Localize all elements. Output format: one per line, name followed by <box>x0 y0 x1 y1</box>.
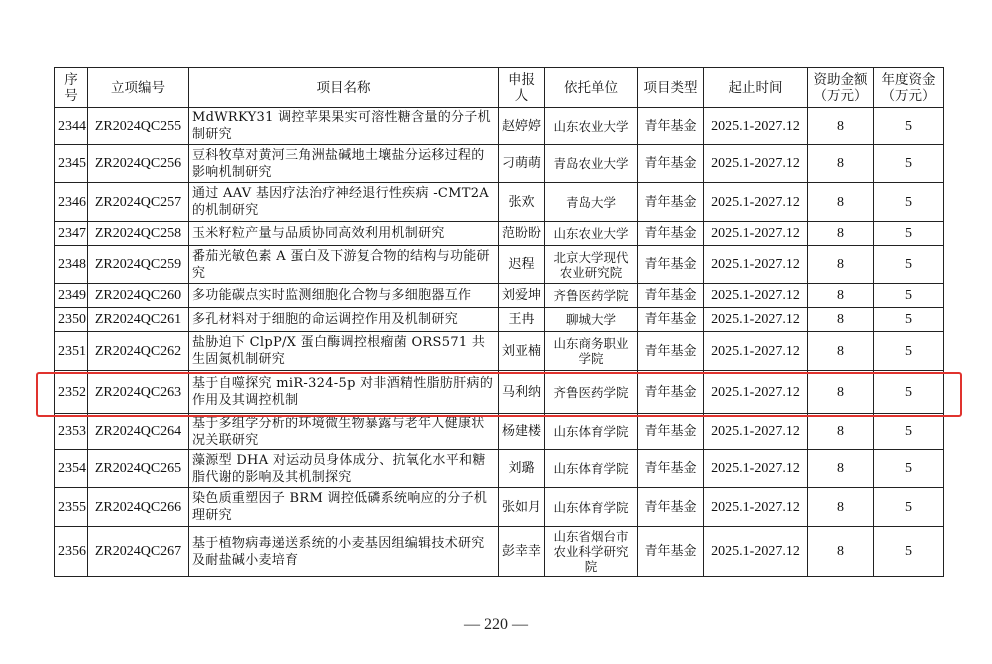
cell-annual: 5 <box>874 371 944 414</box>
cell-unit: 山东省烟台市农业科学研究院 <box>545 527 638 577</box>
header-type: 项目类型 <box>638 68 704 108</box>
cell-annual: 5 <box>874 414 944 450</box>
cell-applicant: 刘亚楠 <box>499 332 545 371</box>
cell-unit: 齐鲁医药学院 <box>545 284 638 308</box>
cell-seq: 2350 <box>55 308 88 332</box>
cell-code: ZR2024QC265 <box>88 450 189 488</box>
cell-seq: 2347 <box>55 222 88 246</box>
cell-unit: 山东农业大学 <box>545 108 638 145</box>
cell-name: 基于自噬探究 miR-324-5p 对非酒精性脂肪肝病的作用及其调控机制 <box>189 371 499 414</box>
cell-period: 2025.1-2027.12 <box>704 246 808 284</box>
cell-annual: 5 <box>874 284 944 308</box>
cell-type: 青年基金 <box>638 183 704 222</box>
cell-annual: 5 <box>874 183 944 222</box>
cell-code: ZR2024QC263 <box>88 371 189 414</box>
cell-seq: 2352 <box>55 371 88 414</box>
cell-applicant: 彭幸幸 <box>499 527 545 577</box>
cell-amount: 8 <box>808 222 874 246</box>
cell-type: 青年基金 <box>638 108 704 145</box>
cell-annual: 5 <box>874 308 944 332</box>
cell-period: 2025.1-2027.12 <box>704 332 808 371</box>
header-amount: 资助金额（万元） <box>808 68 874 108</box>
cell-unit: 山东体育学院 <box>545 450 638 488</box>
cell-seq: 2348 <box>55 246 88 284</box>
cell-type: 青年基金 <box>638 527 704 577</box>
cell-annual: 5 <box>874 222 944 246</box>
table-row <box>55 488 944 527</box>
cell-name: MdWRKY31 调控苹果果实可溶性糖含量的分子机制研究 <box>189 108 499 145</box>
cell-amount: 8 <box>808 371 874 414</box>
cell-amount: 8 <box>808 450 874 488</box>
header-code: 立项编号 <box>88 68 189 108</box>
cell-seq: 2354 <box>55 450 88 488</box>
cell-amount: 8 <box>808 183 874 222</box>
cell-unit: 青岛大学 <box>545 183 638 222</box>
cell-period: 2025.1-2027.12 <box>704 371 808 414</box>
cell-seq: 2344 <box>55 108 88 145</box>
cell-code: ZR2024QC259 <box>88 246 189 284</box>
cell-amount: 8 <box>808 308 874 332</box>
table-row <box>55 222 944 246</box>
cell-name: 番茄光敏色素 A 蛋白及下游复合物的结构与功能研究 <box>189 246 499 284</box>
cell-annual: 5 <box>874 145 944 183</box>
cell-applicant: 刘爱坤 <box>499 284 545 308</box>
cell-applicant: 张欢 <box>499 183 545 222</box>
cell-code: ZR2024QC257 <box>88 183 189 222</box>
page-number: — 220 — <box>464 616 528 633</box>
cell-amount: 8 <box>808 108 874 145</box>
cell-type: 青年基金 <box>638 332 704 371</box>
cell-applicant: 杨建楼 <box>499 414 545 450</box>
cell-applicant: 刘璐 <box>499 450 545 488</box>
cell-code: ZR2024QC258 <box>88 222 189 246</box>
cell-unit: 山东农业大学 <box>545 222 638 246</box>
table-row <box>55 371 944 414</box>
table-row <box>55 308 944 332</box>
table-row <box>55 527 944 577</box>
cell-type: 青年基金 <box>638 371 704 414</box>
cell-applicant: 王冉 <box>499 308 545 332</box>
cell-applicant: 范盼盼 <box>499 222 545 246</box>
cell-seq: 2346 <box>55 183 88 222</box>
table-row <box>55 332 944 371</box>
cell-amount: 8 <box>808 527 874 577</box>
table-header-row <box>55 68 944 108</box>
cell-name: 盐胁迫下 ClpP/X 蛋白酶调控根瘤菌 ORS571 共生固氮机制研究 <box>189 332 499 371</box>
cell-amount: 8 <box>808 332 874 371</box>
cell-seq: 2345 <box>55 145 88 183</box>
cell-seq: 2355 <box>55 488 88 527</box>
cell-amount: 8 <box>808 488 874 527</box>
cell-type: 青年基金 <box>638 450 704 488</box>
table-row <box>55 183 944 222</box>
cell-code: ZR2024QC256 <box>88 145 189 183</box>
cell-code: ZR2024QC262 <box>88 332 189 371</box>
cell-applicant: 张如月 <box>499 488 545 527</box>
header-name: 项目名称 <box>189 68 499 108</box>
cell-period: 2025.1-2027.12 <box>704 308 808 332</box>
cell-seq: 2356 <box>55 527 88 577</box>
cell-unit: 青岛农业大学 <box>545 145 638 183</box>
table-row <box>55 108 944 145</box>
header-seq: 序号 <box>55 68 88 108</box>
cell-name: 豆科牧草对黄河三角洲盐碱地土壤盐分运移过程的影响机制研究 <box>189 145 499 183</box>
cell-type: 青年基金 <box>638 488 704 527</box>
cell-unit: 北京大学现代农业研究院 <box>545 246 638 284</box>
table-row <box>55 414 944 450</box>
cell-code: ZR2024QC261 <box>88 308 189 332</box>
header-annual: 年度资金（万元） <box>874 68 944 108</box>
cell-code: ZR2024QC260 <box>88 284 189 308</box>
cell-annual: 5 <box>874 488 944 527</box>
cell-amount: 8 <box>808 284 874 308</box>
cell-applicant: 迟程 <box>499 246 545 284</box>
cell-unit: 山东体育学院 <box>545 488 638 527</box>
cell-seq: 2349 <box>55 284 88 308</box>
table-row <box>55 450 944 488</box>
cell-name: 染色质重塑因子 BRM 调控低磷系统响应的分子机理研究 <box>189 488 499 527</box>
cell-seq: 2351 <box>55 332 88 371</box>
cell-period: 2025.1-2027.12 <box>704 450 808 488</box>
cell-unit: 齐鲁医药学院 <box>545 371 638 414</box>
header-period: 起止时间 <box>704 68 808 108</box>
cell-period: 2025.1-2027.12 <box>704 527 808 577</box>
cell-unit: 山东体育学院 <box>545 414 638 450</box>
cell-code: ZR2024QC267 <box>88 527 189 577</box>
cell-type: 青年基金 <box>638 145 704 183</box>
cell-name: 玉米籽粒产量与品质协同高效利用机制研究 <box>189 222 499 246</box>
table-row <box>55 246 944 284</box>
cell-name: 藻源型 DHA 对运动员身体成分、抗氧化水平和糖脂代谢的影响及其机制探究 <box>189 450 499 488</box>
cell-type: 青年基金 <box>638 222 704 246</box>
cell-applicant: 刁萌萌 <box>499 145 545 183</box>
cell-type: 青年基金 <box>638 284 704 308</box>
cell-type: 青年基金 <box>638 308 704 332</box>
cell-annual: 5 <box>874 527 944 577</box>
cell-period: 2025.1-2027.12 <box>704 414 808 450</box>
cell-seq: 2353 <box>55 414 88 450</box>
cell-type: 青年基金 <box>638 246 704 284</box>
cell-annual: 5 <box>874 332 944 371</box>
cell-name: 通过 AAV 基因疗法治疗神经退行性疾病 -CMT2A 的机制研究 <box>189 183 499 222</box>
cell-type: 青年基金 <box>638 414 704 450</box>
table-row <box>55 145 944 183</box>
cell-code: ZR2024QC264 <box>88 414 189 450</box>
cell-name: 多孔材料对于细胞的命运调控作用及机制研究 <box>189 308 499 332</box>
cell-name: 多功能碳点实时监测细胞化合物与多细胞器互作 <box>189 284 499 308</box>
cell-annual: 5 <box>874 246 944 284</box>
cell-annual: 5 <box>874 450 944 488</box>
cell-unit: 山东商务职业学院 <box>545 332 638 371</box>
cell-unit: 聊城大学 <box>545 308 638 332</box>
cell-name: 基于植物病毒递送系统的小麦基因组编辑技术研究及耐盐碱小麦培育 <box>189 527 499 577</box>
header-unit: 依托单位 <box>545 68 638 108</box>
cell-period: 2025.1-2027.12 <box>704 145 808 183</box>
cell-name: 基于多组学分析的环境微生物暴露与老年人健康状况关联研究 <box>189 414 499 450</box>
cell-applicant: 马利纳 <box>499 371 545 414</box>
cell-period: 2025.1-2027.12 <box>704 222 808 246</box>
cell-period: 2025.1-2027.12 <box>704 183 808 222</box>
grant-table <box>54 67 944 577</box>
cell-code: ZR2024QC266 <box>88 488 189 527</box>
header-applicant: 申报人 <box>499 68 545 108</box>
table-row <box>55 284 944 308</box>
cell-annual: 5 <box>874 108 944 145</box>
cell-period: 2025.1-2027.12 <box>704 108 808 145</box>
cell-amount: 8 <box>808 414 874 450</box>
table-body <box>55 108 944 577</box>
cell-period: 2025.1-2027.12 <box>704 284 808 308</box>
cell-applicant: 赵婷婷 <box>499 108 545 145</box>
cell-amount: 8 <box>808 145 874 183</box>
cell-amount: 8 <box>808 246 874 284</box>
cell-code: ZR2024QC255 <box>88 108 189 145</box>
cell-period: 2025.1-2027.12 <box>704 488 808 527</box>
